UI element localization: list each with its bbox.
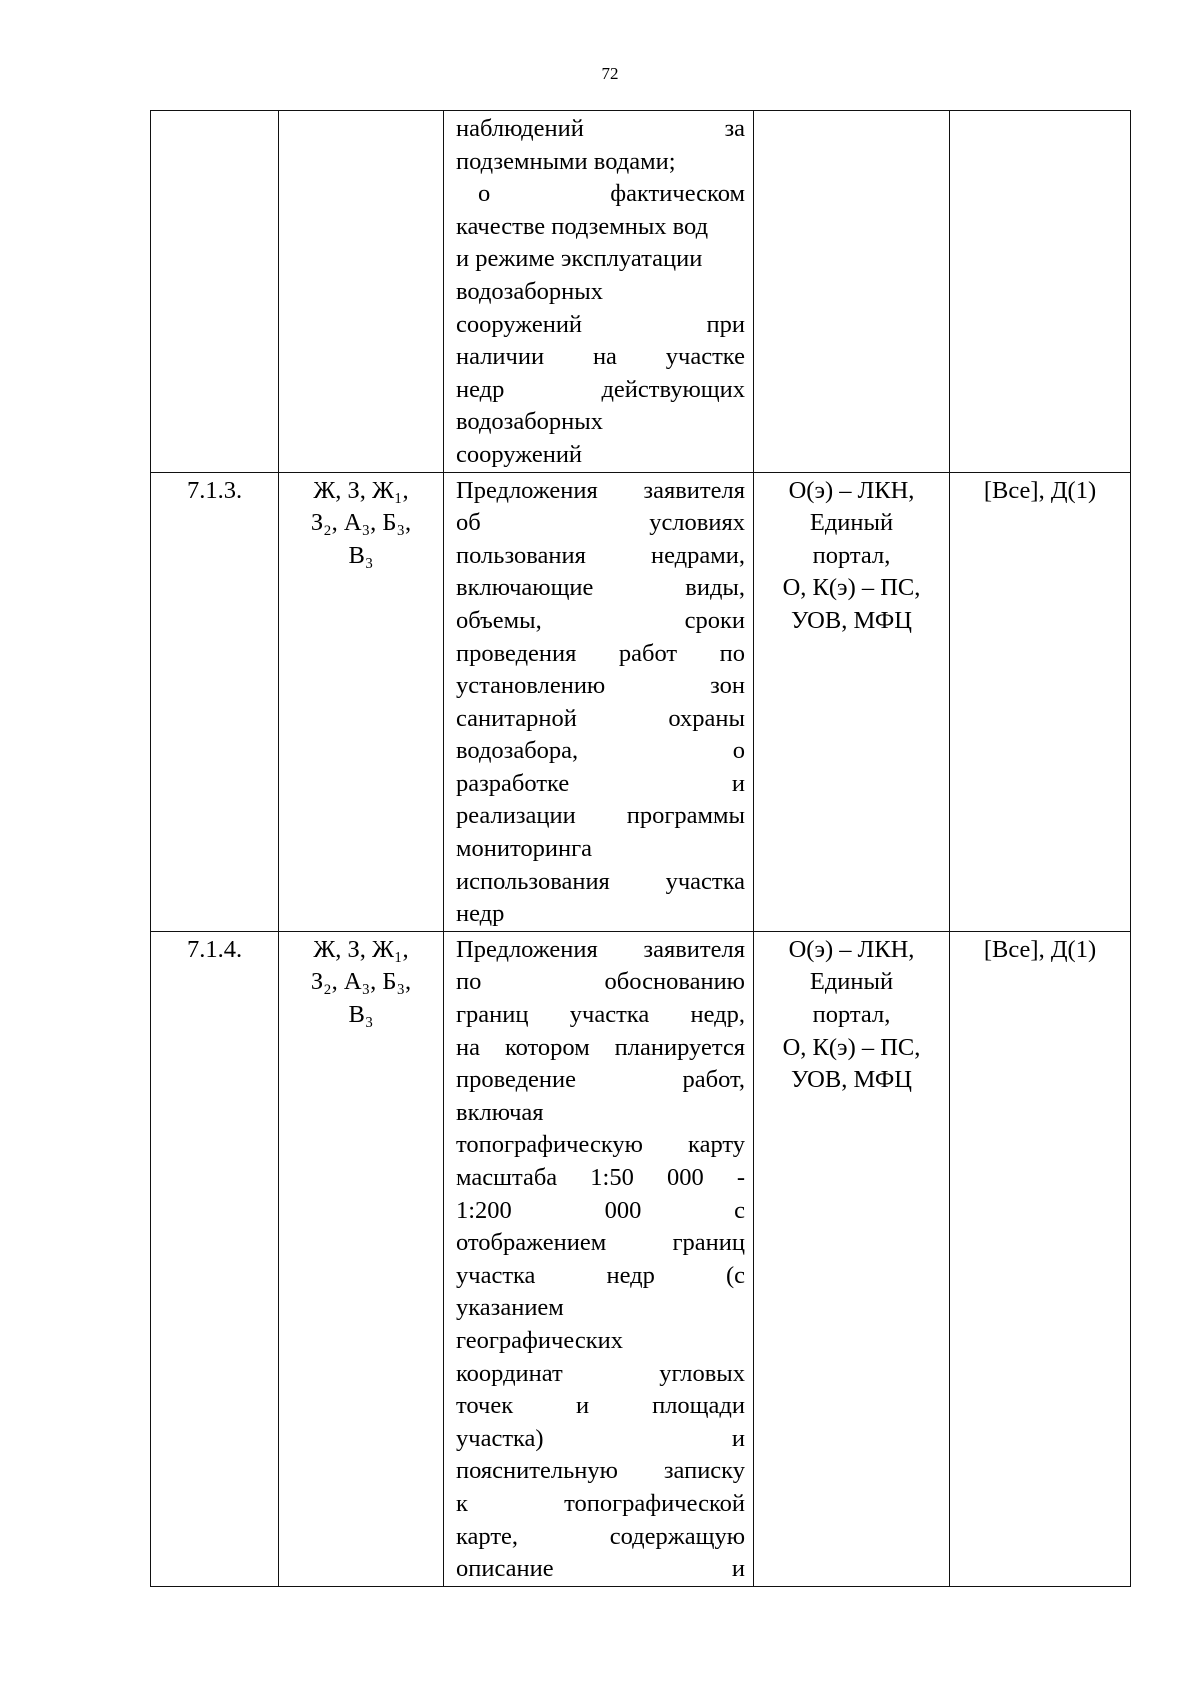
submission-channels-cell — [754, 111, 950, 473]
description-line: водозаборных — [456, 408, 603, 436]
description-line: координат угловых — [456, 1359, 745, 1387]
applicant-codes-cell — [279, 111, 444, 473]
applicant-code-line: З₂, А₃, Б₃, — [310, 509, 412, 537]
document-description-cell — [444, 111, 754, 473]
description-line: качестве подземных вод — [456, 212, 709, 240]
description-line: и режиме эксплуатации — [456, 245, 703, 273]
submission-channel-line: О(э) – ЛКН, — [788, 476, 915, 504]
description-line: недр — [456, 900, 505, 928]
item-number: 7.1.4. — [186, 935, 243, 963]
description-line: объемы, сроки — [456, 606, 745, 634]
submission-channel-line: УОВ, МФЦ — [791, 606, 912, 634]
description-line: 1:200 000 с — [456, 1196, 745, 1224]
document-description-cell — [444, 931, 754, 1586]
description-line: пользования недрами, — [456, 541, 745, 569]
applicant-code-line: В₃ — [348, 541, 374, 569]
description-line: на котором планируется — [456, 1033, 745, 1061]
description-line: сооружений при — [456, 310, 745, 338]
table-row — [151, 111, 1131, 473]
description-line: наличии на участке — [456, 343, 745, 371]
applicant-codes-cell — [279, 472, 444, 931]
description-line: топографическую карту — [456, 1131, 745, 1159]
page-number: 72 — [601, 64, 619, 83]
item-number-cell — [151, 111, 279, 473]
item-number: 7.1.3. — [186, 476, 243, 504]
applicability-cell — [950, 472, 1131, 931]
description-line: наблюдений за — [456, 115, 745, 142]
description-line: реализации программы — [456, 802, 745, 830]
applicability-cell — [950, 111, 1131, 473]
description-line: указанием — [456, 1294, 564, 1322]
applicability-cell — [950, 931, 1131, 1586]
description-line: участка недр (с — [456, 1261, 745, 1289]
description-line: описание и — [456, 1555, 745, 1583]
item-number-cell — [151, 931, 279, 1586]
applicant-code-line: Ж, З, Ж₁, — [313, 935, 409, 963]
description-line: мониторинга — [456, 835, 593, 863]
description-line: Предложения заявителя — [456, 935, 745, 963]
description-line: сооружений — [456, 440, 583, 468]
applicant-code-line: В₃ — [348, 1001, 374, 1029]
description-line: отображением границ — [456, 1229, 745, 1257]
description-line: по обоснованию — [456, 968, 745, 996]
description-line: пояснительную записку — [456, 1457, 745, 1485]
description-line: точек и площади — [456, 1392, 745, 1420]
applicant-codes-cell — [279, 931, 444, 1586]
item-number-cell — [151, 472, 279, 931]
description-line: участка) и — [456, 1424, 745, 1452]
description-line: использования участка — [456, 867, 745, 895]
table-row — [151, 472, 1131, 931]
description-line: Предложения заявителя — [456, 476, 745, 504]
submission-channels-cell — [754, 472, 950, 931]
description-line: водозаборных — [456, 277, 603, 305]
applicant-code-line: Ж, З, Ж₁, — [313, 476, 409, 504]
description-line: границ участка недр, — [456, 1001, 745, 1029]
applicability-value: [Все], Д(1) — [983, 476, 1097, 504]
description-line: об условиях — [456, 509, 745, 537]
description-line: географических — [456, 1326, 623, 1354]
submission-channel-line: УОВ, МФЦ — [791, 1066, 912, 1094]
submission-channel-line: Единый — [809, 968, 894, 996]
applicability-value: [Все], Д(1) — [983, 935, 1097, 963]
description-line: о фактическом — [478, 180, 745, 208]
description-line: проведения работ по — [456, 639, 745, 667]
description-line: проведение работ, — [456, 1066, 745, 1094]
description-line: карте, содержащую — [456, 1522, 745, 1550]
description-line: подземными водами; — [456, 147, 676, 175]
description-line: санитарной охраны — [456, 704, 745, 732]
submission-channel-line: О(э) – ЛКН, — [788, 935, 915, 963]
submission-channel-line: портал, — [812, 1001, 891, 1029]
description-line: к топографической — [456, 1489, 745, 1517]
submission-channel-line: портал, — [812, 541, 891, 569]
document-description-cell — [444, 472, 754, 931]
submission-channel-line: О, К(э) – ПС, — [782, 574, 921, 602]
submission-channel-line: О, К(э) – ПС, — [782, 1033, 921, 1061]
description-line: масштаба 1:50 000 - — [456, 1164, 745, 1191]
description-line: водозабора, о — [456, 737, 745, 765]
description-line: установлению зон — [456, 672, 745, 700]
submission-channels-cell — [754, 931, 950, 1586]
description-line: включая — [456, 1098, 544, 1126]
description-line: недр действующих — [456, 375, 745, 403]
description-line: включающие виды, — [456, 574, 745, 602]
table-row — [151, 931, 1131, 1586]
description-line: разработке и — [456, 769, 745, 797]
table-body — [151, 111, 1131, 1587]
requirements-table — [150, 110, 1131, 1587]
submission-channel-line: Единый — [809, 509, 894, 537]
applicant-code-line: З₂, А₃, Б₃, — [310, 968, 412, 996]
